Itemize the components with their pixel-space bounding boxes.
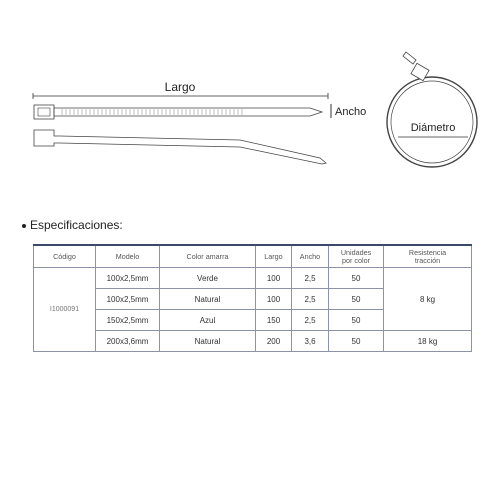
largo-cell: 150 — [256, 310, 292, 331]
cable-tie-side-view — [34, 130, 326, 164]
ancho-cell: 2,5 — [292, 310, 329, 331]
modelo-cell: 200x3,6mm — [96, 331, 160, 352]
header-modelo: Modelo — [96, 245, 160, 268]
diametro-label: Diámetro — [410, 122, 456, 134]
cable-tie-diagram — [0, 0, 500, 200]
specs-table — [33, 244, 472, 352]
table-row — [34, 331, 472, 352]
table-header-row — [34, 245, 472, 268]
unidades-cell: 50 — [329, 268, 384, 289]
header-color: Color amarra — [160, 245, 256, 268]
largo-cell: 100 — [256, 268, 292, 289]
color-cell: Natural — [160, 289, 256, 310]
code-cell: I1000091 — [34, 268, 96, 352]
specs-title-text: Especificaciones: — [30, 218, 123, 232]
diameter-loop-illustration — [387, 52, 477, 167]
modelo-cell: 100x2,5mm — [96, 268, 160, 289]
table-row — [34, 268, 472, 289]
ancho-cell: 2,5 — [292, 268, 329, 289]
header-resistencia: Resistencia tracción — [384, 245, 472, 268]
ancho-cell: 3,6 — [292, 331, 329, 352]
ancho-label: Ancho — [335, 106, 367, 118]
header-largo: Largo — [256, 245, 292, 268]
header-unidades: Unidades por color — [329, 245, 384, 268]
unidades-cell: 50 — [329, 310, 384, 331]
color-cell: Natural — [160, 331, 256, 352]
color-cell: Azul — [160, 310, 256, 331]
largo-cell: 200 — [256, 331, 292, 352]
color-cell: Verde — [160, 268, 256, 289]
unidades-cell: 50 — [329, 331, 384, 352]
resistencia-cell: 18 kg — [384, 331, 472, 352]
largo-cell: 100 — [256, 289, 292, 310]
modelo-cell: 100x2,5mm — [96, 289, 160, 310]
cable-tie-top-view — [34, 105, 322, 119]
ancho-cell: 2,5 — [292, 289, 329, 310]
largo-label: Largo — [164, 80, 196, 94]
header-codigo: Código — [34, 245, 96, 268]
specs-title — [22, 218, 123, 232]
resistencia-cell: 8 kg — [384, 268, 472, 331]
header-ancho: Ancho — [292, 245, 329, 268]
modelo-cell: 150x2,5mm — [96, 310, 160, 331]
unidades-cell: 50 — [329, 289, 384, 310]
bullet-icon — [22, 224, 26, 228]
